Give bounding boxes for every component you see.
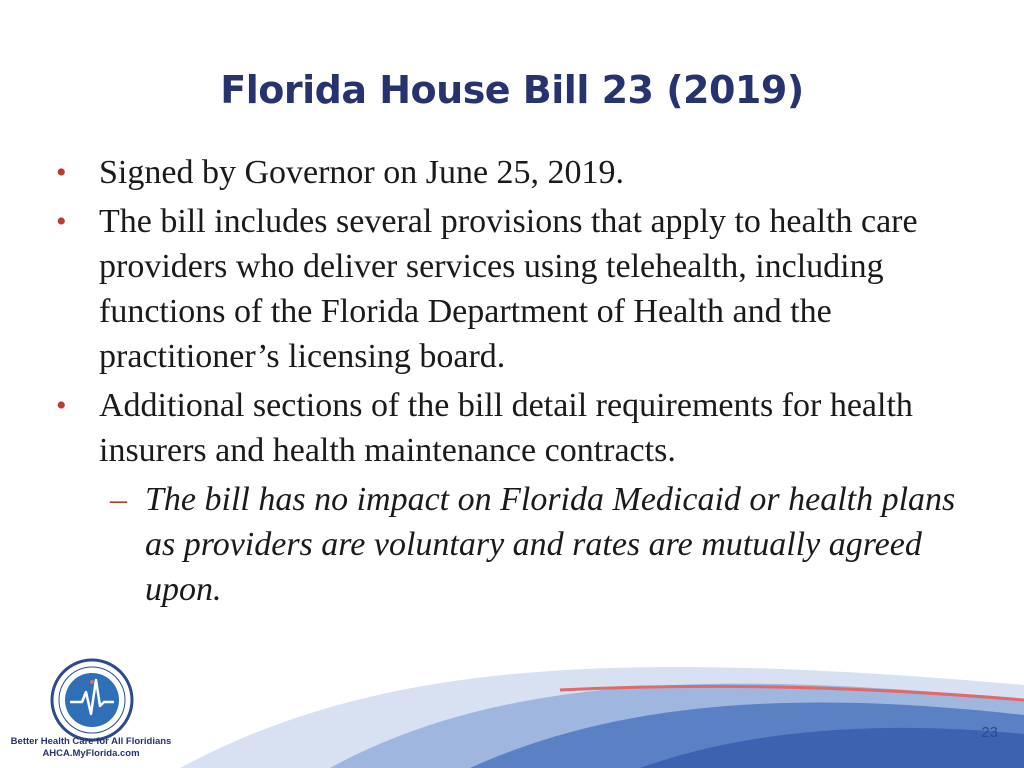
- bullet-item: [56, 150, 956, 195]
- page-number: 23: [981, 724, 998, 741]
- bullet-marker: •: [56, 156, 67, 189]
- slide-title: Florida House Bill 23 (2019): [220, 68, 804, 112]
- sub-bullet-item: [56, 477, 956, 612]
- bullet-text: The bill includes several provisions that apply to health care providers who deliver services using telehealth, including functions of the Florida Department of Health and the practitioner’s licensing board.: [99, 203, 918, 375]
- sub-bullet-text: The bill has no impact on Florida Medicaid or health plans as providers are voluntary and rates are mutually agreed upon.: [145, 481, 956, 608]
- footer-tagline: [0, 736, 182, 760]
- website-link[interactable]: AHCA.MyFlorida.com: [42, 748, 140, 759]
- bullet-item: [56, 199, 956, 379]
- bullet-text: Additional sections of the bill detail requirements for health insurers and health maintenance contracts.: [99, 387, 913, 469]
- bullet-marker: •: [56, 205, 67, 238]
- tagline-text: Better Health Care for All Floridians: [10, 736, 172, 747]
- bullet-text: Signed by Governor on June 25, 2019.: [99, 154, 625, 191]
- bullet-marker: •: [56, 389, 67, 422]
- slide-content: [56, 150, 956, 612]
- sub-bullet-marker: –: [110, 481, 127, 518]
- bullet-item: [56, 383, 956, 473]
- ahca-seal-icon: [50, 658, 134, 742]
